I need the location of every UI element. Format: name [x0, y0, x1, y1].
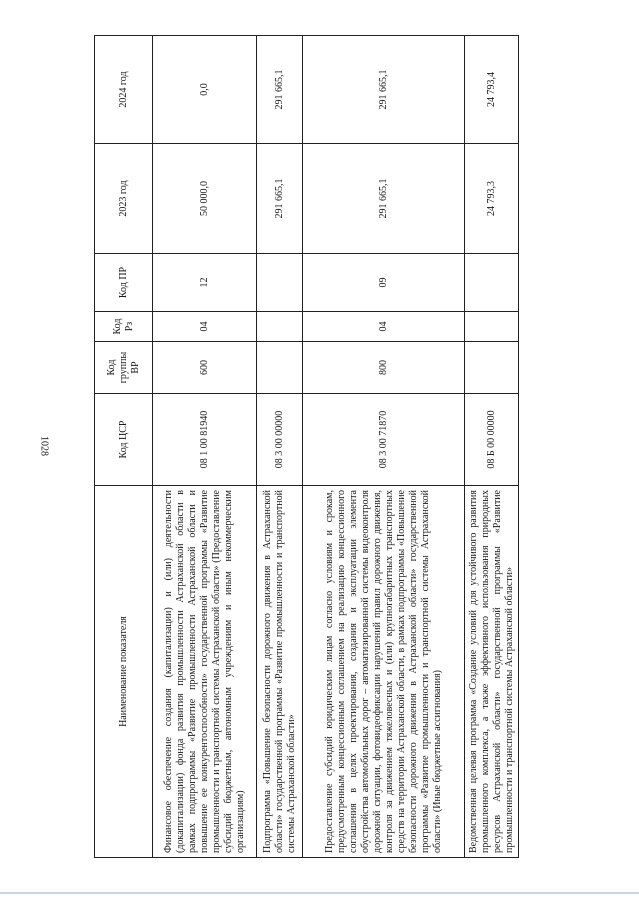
budget-table [94, 35, 519, 858]
row-2023: 291 665,1 [257, 144, 303, 254]
row-2024: 291 665,1 [257, 36, 303, 144]
row-csr: 08 3 00 00000 [257, 394, 303, 486]
row-2024: 0,0 [153, 36, 257, 144]
row-csr: 08 Б 00 00000 [465, 394, 519, 486]
table-row [303, 36, 465, 858]
header-pr: Код ПР [95, 254, 153, 312]
row-pr: 09 [303, 254, 465, 312]
table-row [465, 36, 519, 858]
row-2023: 24 793,3 [465, 144, 519, 254]
row-rz [257, 312, 303, 342]
row-vr: 600 [153, 342, 257, 394]
row-pr [257, 254, 303, 312]
row-rz: 04 [153, 312, 257, 342]
row-rz: 04 [303, 312, 465, 342]
row-pr: 12 [153, 254, 257, 312]
row-2024: 291 665,1 [303, 36, 465, 144]
page-bottom-rule [0, 892, 639, 894]
row-name: Предоставление субсидий юридическим лицам согласно условиям и срокам, предусмотренным концессионным соглашением на реализацию концессионного соглашения в целях проектирования, создания и эксплуатации элемента обустройства автомобильных дорог – автоматизированной системы видеоконтроля дорожной ситуации, фотовидеофиксации нарушений правил дорожного движения, контроля за движением тяжеловесных и (или) крупногабаритных транспортных средств на территории Астраханской области, в рамках подпрограммы «Повышение безопасности дорожного движения в Астраханской области» государственной программы «Развитие промышленности и транспортной системы Астраханской области» (Иные бюджетные ассигнования) [303, 486, 465, 858]
table-row [257, 36, 303, 858]
header-csr: Код ЦСР [95, 394, 153, 486]
row-2023: 291 665,1 [303, 144, 465, 254]
row-name: Ведомственная целевая программа «Создание условий для устойчивого развития промышленного комплекса, а также эффективного использования природных ресурсов Астраханской области» государственной программы «Развитие промышленности и транспортной системы Астраханской области» [465, 486, 519, 858]
row-2024: 24 793,4 [465, 36, 519, 144]
rotated-table-container [94, 36, 518, 858]
row-name: Подпрограмма «Повышение безопасности дорожного движения в Астраханской области» государственной программы «Развитие промышленности и транспортной системы Астраханской области» [257, 486, 303, 858]
header-2024: 2024 год [95, 36, 153, 144]
row-csr: 08 1 00 81940 [153, 394, 257, 486]
row-pr [465, 254, 519, 312]
header-2023: 2023 год [95, 144, 153, 254]
header-name: Наименование показателя [95, 486, 153, 858]
row-2023: 50 000,0 [153, 144, 257, 254]
header-rz: Код Рз [95, 312, 153, 342]
row-vr [257, 342, 303, 394]
row-csr: 08 3 00 71870 [303, 394, 465, 486]
table-row [153, 36, 257, 858]
page-number: 1028 [38, 436, 50, 456]
row-vr: 800 [303, 342, 465, 394]
header-vr: Код группы ВР [95, 342, 153, 394]
row-vr [465, 342, 519, 394]
row-rz [465, 312, 519, 342]
row-name: Финансовое обеспечение создания (капитализации) и (или) деятельности (докапитализации) фонда развития промышленности Астраханской области в рамках подпрограммы «Развитие промышленности Астраханской области и повышение ее конкурентоспособности» государственной программы «Развитие промышленности и транспортной системы Астраханской области» (Предоставление субсидий бюджетным, автономным учреждениям и иным некоммерческим организациям) [153, 486, 257, 858]
table-header-row [95, 36, 153, 858]
